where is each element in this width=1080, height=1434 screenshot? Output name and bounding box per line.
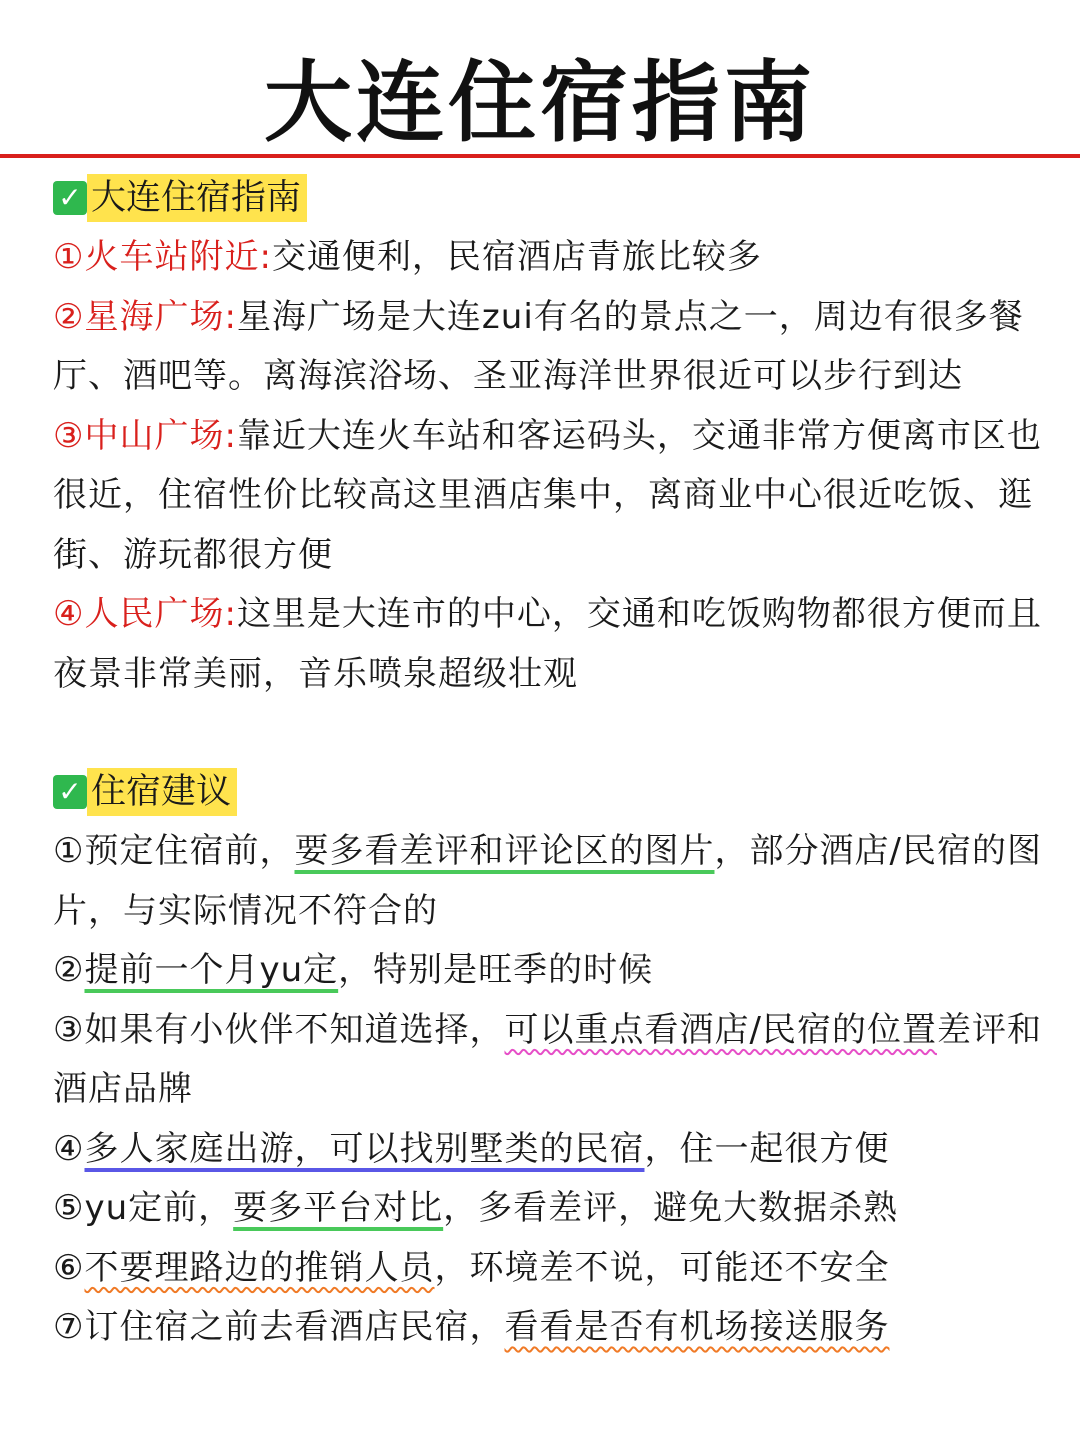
tip-text: ③如果有小伙伴不知道选择， <box>53 1009 505 1050</box>
area-description: 靠近大连火车站和客运码头，交通非常方便离市区也很近，住宿性价比较高这里酒店集中，离商业中心很近吃饭、逛街、游玩都很方便 <box>53 415 1042 575</box>
check-mark-icon: ✓ <box>53 775 87 809</box>
area-name: ③中山广场: <box>53 415 237 456</box>
tip-text: ，多看差评，避免大数据杀熟 <box>443 1188 899 1228</box>
section-heading-advice <box>53 762 1043 822</box>
title-divider <box>0 154 1080 158</box>
tip-text: ，住一起很方便 <box>644 1128 890 1169</box>
tip-text: ，特别是旺季的时候 <box>338 950 654 990</box>
tip-highlight: 不要理路边的推销人员 <box>84 1247 435 1288</box>
tip-text: ⑤yu定前， <box>53 1188 234 1228</box>
tip-highlight: 提前一个月yu定 <box>84 950 339 990</box>
tip-highlight: 要多看差评和评论区的图片 <box>294 831 715 871</box>
tip-item-4 <box>53 1120 1043 1180</box>
tip-text: ④ <box>53 1128 85 1169</box>
tip-item-3 <box>53 1001 1043 1120</box>
tip-item-5 <box>53 1179 1043 1239</box>
area-item-xinghai <box>53 288 1043 407</box>
tip-text: 差评和酒店品牌 <box>53 1009 1042 1109</box>
tip-item-6 <box>53 1239 1043 1299</box>
tip-highlight: 要多平台对比 <box>233 1188 444 1228</box>
area-description: 星海广场是大连zui有名的景点之一，周边有很多餐厅、酒吧等。离海滨浴场、圣亚海洋世界很近可以步行到达 <box>53 296 1024 396</box>
area-name: ④人民广场: <box>53 594 237 634</box>
tip-text: ② <box>53 950 85 990</box>
tip-text: ，环境差不说，可能还不安全 <box>434 1247 890 1288</box>
area-item-station <box>53 228 1043 288</box>
tip-item-7 <box>53 1298 1043 1358</box>
area-item-renmin <box>53 585 1043 704</box>
tip-highlight: 可以重点看酒店/民宿的位置 <box>504 1009 937 1050</box>
section-heading-label: 住宿建议 <box>87 768 237 816</box>
area-description: 交通便利，民宿酒店青旅比较多 <box>271 237 762 277</box>
tip-text: ⑦订住宿之前去看酒店民宿， <box>53 1307 505 1347</box>
area-name: ②星海广场: <box>53 296 237 337</box>
tip-item-2 <box>53 941 1043 1001</box>
section-heading-label: 大连住宿指南 <box>87 174 307 222</box>
tip-text: ①预定住宿前， <box>53 831 295 871</box>
check-mark-icon: ✓ <box>53 181 87 215</box>
section-heading-guide <box>53 168 1043 228</box>
article-body <box>53 168 1043 1358</box>
area-description: 这里是大连市的中心，交通和吃饭购物都很方便而且夜景非常美丽，音乐喷泉超级壮观 <box>53 594 1042 694</box>
section-spacer <box>53 704 1043 762</box>
area-name: ①火车站附近: <box>53 237 272 277</box>
area-item-zhongshan <box>53 407 1043 586</box>
tip-item-1 <box>53 822 1043 941</box>
tip-highlight: 多人家庭出游，可以找别墅类的民宿 <box>84 1128 645 1169</box>
tip-highlight: 看看是否有机场接送服务 <box>504 1307 890 1347</box>
page-title: 大连住宿指南 <box>263 50 816 154</box>
tip-text: ，部分酒店/民宿的图片，与实际情况不符合的 <box>53 831 1042 931</box>
tip-text: ⑥ <box>53 1247 85 1288</box>
